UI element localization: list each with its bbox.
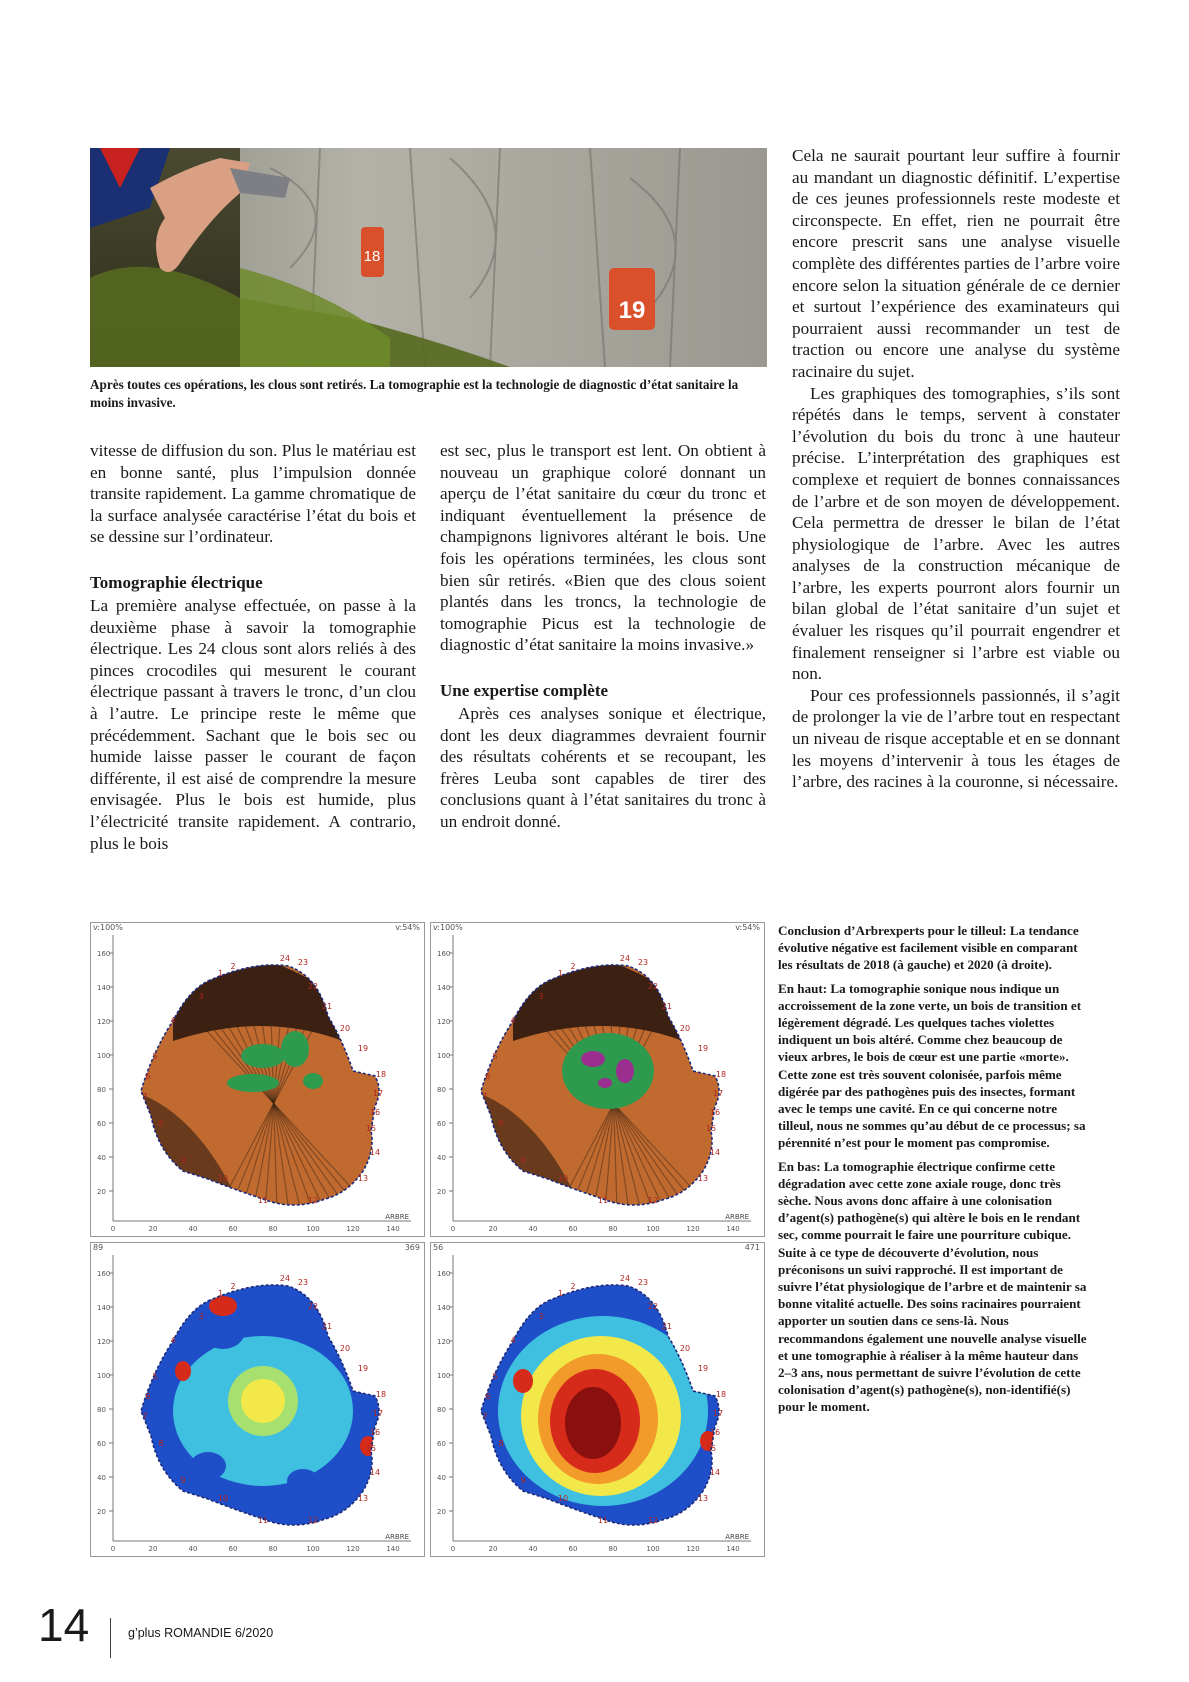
y-tick-label: 100 (97, 1372, 111, 1380)
nail-number-label: 12 (307, 1516, 319, 1525)
nail-number-label: 7 (482, 1412, 488, 1421)
nail-number-label: 13 (357, 1494, 369, 1503)
nail-number-label: 1 (558, 1289, 564, 1298)
nail-number-label: 6 (145, 1072, 151, 1081)
nail-number-label: 19 (357, 1044, 369, 1053)
x-tick-label: 120 (686, 1225, 700, 1233)
nail-number-label: 4 (170, 1336, 176, 1345)
tree-photo (90, 148, 767, 367)
nail-number-label: 1 (218, 969, 224, 978)
nail-number-label: 8 (498, 1439, 504, 1448)
nail-number-label: 9 (180, 1476, 186, 1485)
nail-number-label: 15 (705, 1444, 717, 1453)
nail-number-label: 11 (257, 1516, 269, 1525)
col2-paragraph-1: est sec, plus le transport est lent. On obtient à nouveau un graphique coloré donnant un aperçu de l’état sanitaire du cœur du tronc et indiquant éventuellement la présence de champignons lignivores altérant le bois. Une fois les opérations terminées, les clous sont bien sûr retirés. «Bien que des clous soient plantés dans les troncs, la technologie de tomographie Picus est la technologie de diagnostic d’état sanitaire la moins invasive.» (440, 441, 766, 655)
footer-divider (110, 1618, 111, 1658)
x-tick-label: 140 (386, 1225, 400, 1233)
nail-number-label: 10 (557, 1174, 569, 1183)
x-tick-label: 60 (568, 1545, 578, 1553)
col3-paragraph-3: Pour ces professionnels passionnés, il s’agit de prolonger la vie de l’arbre tout en respectant un niveau de risque acceptable et en se donnant les moyens d’intervenir à tous les étages de l’arbre, des racines à la couronne, si nécessaire. (792, 685, 1120, 792)
nail-number-label: 7 (142, 1092, 148, 1101)
y-tick-label: 80 (97, 1406, 106, 1414)
nail-number-label: 11 (597, 1516, 609, 1525)
x-tick-label: 120 (346, 1225, 360, 1233)
nail-number-label: 5 (492, 1052, 498, 1061)
article-column-3 (792, 145, 1120, 793)
nail-number-label: 9 (180, 1156, 186, 1165)
nail-number-label: 18 (715, 1390, 727, 1399)
arbre-logo: ARBRE (385, 1213, 409, 1221)
nail-number-label: 4 (510, 1336, 516, 1345)
x-tick-label: 0 (450, 1225, 456, 1233)
nail-number-label: 5 (492, 1372, 498, 1381)
nail-number-label: 23 (637, 958, 649, 967)
page-number: 14 (38, 1599, 90, 1651)
nail-number-label: 12 (647, 1516, 659, 1525)
tomo-scale-left: v:100% (93, 923, 123, 932)
x-tick-label: 40 (528, 1225, 538, 1233)
nail-number-label: 12 (307, 1196, 319, 1205)
y-tick-label: 160 (97, 950, 111, 958)
nail-number-label: 22 (307, 982, 319, 991)
tomo-scale-right: v:54% (735, 923, 760, 932)
nail-number-label: 21 (661, 1002, 673, 1011)
y-tick-label: 20 (97, 1188, 106, 1196)
y-tick-label: 120 (97, 1018, 111, 1026)
nail-number-label: 21 (661, 1322, 673, 1331)
sidebar-paragraph-3: En bas: La tomographie électrique confirme cette dégradation avec cette zone axiale rouge, donc très sèche. Nous avons donc affaire à une colonisation d’agent(s) pathogène(s) qui altère le bois en le rendant sec, comme pourrait le faire une pourriture cubique. Suite à ce type de découverte d’évolution, nous préconisons un suivi rapproché. Il est important de suivre l’état physiologique de l’arbre et de maintenir sa bonne vitalité actuelle. Des soins racinaires pourraient apporter un soutien dans ce sens-là. Nous recommandons également une nouvelle analyse visuelle et une tomographie à réaliser à la même hauteur dans 2–3 ans, nous permettant de suivre l’évolution de cette colonisation d’agent(s) pathogène(s), non-identifié(s) pour le moment. (778, 1158, 1087, 1415)
x-tick-label: 120 (686, 1545, 700, 1553)
nail-number-label: 22 (307, 1302, 319, 1311)
nail-number-label: 17 (372, 1409, 384, 1418)
nail-number-label: 19 (697, 1364, 709, 1373)
electric-tomography-2018 (90, 1242, 425, 1557)
nail-number-label: 6 (485, 1072, 491, 1081)
tomo-scale-left: v:100% (433, 923, 463, 932)
x-tick-label: 20 (148, 1225, 158, 1233)
article-column-2 (440, 440, 766, 833)
nail-number-label: 4 (170, 1016, 176, 1025)
x-tick-label: 100 (306, 1225, 320, 1233)
magazine-issue: g’plus ROMANDIE 6/2020 (128, 1626, 274, 1640)
x-tick-label: 100 (646, 1225, 660, 1233)
nail-number-label: 4 (510, 1016, 516, 1025)
arbre-logo: ARBRE (725, 1213, 749, 1221)
nail-number-label: 18 (715, 1070, 727, 1079)
x-tick-label: 60 (228, 1225, 238, 1233)
y-tick-label: 60 (437, 1440, 446, 1448)
nail-number-label: 14 (369, 1148, 381, 1157)
nail-number-label: 16 (369, 1108, 381, 1117)
section-heading-electric: Tomographie électrique (90, 572, 263, 592)
y-tick-label: 120 (437, 1338, 451, 1346)
nail-number-label: 24 (279, 954, 291, 963)
nail-number-label: 9 (520, 1476, 526, 1485)
nail-number-label: 8 (498, 1119, 504, 1128)
x-tick-label: 140 (726, 1545, 740, 1553)
nail-number-label: 11 (597, 1196, 609, 1205)
nail-number-label: 15 (365, 1444, 377, 1453)
col1-paragraph-1: vitesse de diffusion du son. Plus le matériau est en bonne santé, plus l’impulsion donnée transite rapidement. La gamme chromatique de la surface analysée caractérise l’état du bois et se dessine sur l’ordinateur. (90, 441, 416, 547)
x-tick-label: 80 (608, 1225, 618, 1233)
electric-tomography-2020 (430, 1242, 765, 1557)
x-tick-label: 0 (110, 1225, 116, 1233)
nail-number-label: 14 (709, 1468, 721, 1477)
x-tick-label: 40 (188, 1545, 198, 1553)
y-tick-label: 40 (437, 1474, 446, 1482)
nail-number-label: 1 (218, 1289, 224, 1298)
y-tick-label: 120 (97, 1338, 111, 1346)
nail-number-label: 23 (297, 958, 309, 967)
nail-number-label: 13 (357, 1174, 369, 1183)
tomo-scale-right: v:54% (395, 923, 420, 932)
tree-bark-image (90, 148, 767, 367)
nail-number-label: 18 (375, 1070, 387, 1079)
nail-number-label: 11 (257, 1196, 269, 1205)
y-tick-label: 20 (437, 1508, 446, 1516)
nail-number-label: 20 (679, 1024, 691, 1033)
y-tick-label: 60 (97, 1120, 106, 1128)
x-tick-label: 120 (346, 1545, 360, 1553)
nail-number-label: 7 (482, 1092, 488, 1101)
nail-number-label: 16 (709, 1108, 721, 1117)
y-tick-label: 120 (437, 1018, 451, 1026)
tomo-scale-left: 89 (93, 1243, 104, 1252)
nail-number-label: 24 (619, 1274, 631, 1283)
tomo-scale-right: 369 (404, 1243, 420, 1252)
arbre-logo: ARBRE (385, 1533, 409, 1541)
y-tick-label: 100 (437, 1052, 451, 1060)
nail-number-label: 7 (142, 1412, 148, 1421)
y-tick-label: 40 (437, 1154, 446, 1162)
x-tick-label: 20 (148, 1545, 158, 1553)
y-tick-label: 140 (97, 1304, 111, 1312)
x-tick-label: 80 (268, 1545, 278, 1553)
nail-number-label: 12 (647, 1196, 659, 1205)
y-tick-label: 40 (97, 1154, 106, 1162)
x-tick-label: 40 (528, 1545, 538, 1553)
col3-paragraph-1: Cela ne saurait pourtant leur suffire à fournir au mandant un diagnostic définitif. L’expertise de ces jeunes professionnels reste modeste et circonspecte. En effet, rien ne pourrait être encore prescrit sans une analyse visuelle complète des différentes parties de l’arbre voire encore selon la situation générale de ce dernier et surtout l’expérience des examinateurs qui pourraient aussi recommander un test de traction ou encore une analyse du système racinaire du sujet. (792, 146, 1121, 381)
nail-number-label: 15 (705, 1124, 717, 1133)
y-tick-label: 60 (97, 1440, 106, 1448)
y-tick-label: 160 (97, 1270, 111, 1278)
nail-number-label: 17 (712, 1089, 724, 1098)
y-tick-label: 80 (437, 1406, 446, 1414)
nail-number-label: 14 (709, 1148, 721, 1157)
x-tick-label: 20 (488, 1225, 498, 1233)
y-tick-label: 160 (437, 1270, 451, 1278)
x-tick-label: 140 (386, 1545, 400, 1553)
nail-number-label: 6 (485, 1392, 491, 1401)
nail-number-label: 2 (570, 962, 576, 971)
nail-number-label: 3 (198, 992, 204, 1001)
nail-number-label: 20 (679, 1344, 691, 1353)
nail-number-label: 3 (538, 992, 544, 1001)
nail-number-label: 13 (697, 1494, 709, 1503)
arbre-logo: ARBRE (725, 1533, 749, 1541)
svg-text:19: 19 (618, 297, 646, 324)
x-tick-label: 60 (228, 1545, 238, 1553)
col1-paragraph-2: La première analyse effectuée, on passe à la deuxième phase à savoir la tomographie électrique. Les 24 clous sont alors reliés à des pinces crocodiles qui mesurent le courant électrique passant à travers le tronc, d’un clou à l’autre. Le principe reste le même que précédemment. Sachant que le bois sec ou humide laisse passer le courant de façon différente, il est aisé de comprendre la mesure envisagée. Plus le bois est humide, plus l’électricité transite rapidement. A contrario, plus le bois (90, 595, 416, 853)
nail-number-label: 10 (217, 1174, 229, 1183)
nail-number-label: 10 (217, 1494, 229, 1503)
section-heading-expertise: Une expertise complète (440, 680, 609, 700)
y-tick-label: 140 (437, 984, 451, 992)
x-tick-label: 80 (608, 1545, 618, 1553)
nail-number-label: 24 (279, 1274, 291, 1283)
x-tick-label: 20 (488, 1545, 498, 1553)
x-tick-label: 0 (450, 1545, 456, 1553)
nail-number-label: 2 (230, 962, 236, 971)
nail-number-label: 24 (619, 954, 631, 963)
nail-number-label: 3 (198, 1312, 204, 1321)
tomo-scale-left: 56 (433, 1243, 444, 1252)
sidebar-paragraph-1: Conclusion d’Arbrexperts pour le tilleul: La tendance évolutive négative est facilement visible en comparant les résultats de 2018 (à gauche) et 2020 (à droite). (778, 923, 1079, 973)
nail-number-label: 9 (520, 1156, 526, 1165)
x-tick-label: 140 (726, 1225, 740, 1233)
y-tick-label: 140 (437, 1304, 451, 1312)
x-tick-label: 40 (188, 1225, 198, 1233)
nail-number-label: 5 (152, 1372, 158, 1381)
nail-number-label: 22 (647, 982, 659, 991)
nail-number-label: 8 (158, 1119, 164, 1128)
nail-number-label: 14 (369, 1468, 381, 1477)
y-tick-label: 80 (97, 1086, 106, 1094)
tomo-scale-right: 471 (744, 1243, 760, 1252)
nail-number-label: 3 (538, 1312, 544, 1321)
x-tick-label: 60 (568, 1225, 578, 1233)
y-tick-label: 60 (437, 1120, 446, 1128)
nail-number-label: 5 (152, 1052, 158, 1061)
article-column-1 (90, 440, 416, 854)
nail-number-label: 16 (709, 1428, 721, 1437)
nail-number-label: 18 (375, 1390, 387, 1399)
nail-number-label: 13 (697, 1174, 709, 1183)
y-tick-label: 20 (97, 1508, 106, 1516)
x-tick-label: 100 (306, 1545, 320, 1553)
y-tick-label: 40 (97, 1474, 106, 1482)
photo-caption: Après toutes ces opérations, les clous sont retirés. La tomographie est la technologie de diagnostic d’état sanitaire la moins invasive. (90, 377, 739, 410)
nail-number-label: 8 (158, 1439, 164, 1448)
nail-number-label: 2 (230, 1282, 236, 1291)
nail-number-label: 23 (297, 1278, 309, 1287)
sonic-tomography-2018 (90, 922, 425, 1237)
col2-paragraph-2: Après ces analyses sonique et électrique, dont les deux diagrammes devraient fournir des résultats cohérents et se recoupant, les frères Leuba sont capables de tirer des conclusions quant à l’état sanitaires du tronc à un endroit donné. (440, 703, 766, 831)
nail-number-label: 6 (145, 1392, 151, 1401)
sonic-tomography-2020 (430, 922, 765, 1237)
nail-number-label: 21 (321, 1002, 333, 1011)
y-tick-label: 100 (437, 1372, 451, 1380)
nail-number-label: 19 (357, 1364, 369, 1373)
nail-number-label: 15 (365, 1124, 377, 1133)
nail-number-label: 20 (339, 1344, 351, 1353)
nail-number-label: 10 (557, 1494, 569, 1503)
nail-number-label: 22 (647, 1302, 659, 1311)
x-tick-label: 80 (268, 1225, 278, 1233)
nail-number-label: 1 (558, 969, 564, 978)
y-tick-label: 80 (437, 1086, 446, 1094)
col3-paragraph-2: Les graphiques des tomographies, s’ils sont répétés dans le temps, servent à constater l’évolution du bois du tronc à une hauteur précise. L’interprétation des graphiques est complexe et requiert de bonnes connaissances de l’arbre et de son moyen de développement. Cela permettra de dresser le bilan de l’état physiologique de l’arbre. Avec les autres analyses de la construction mécanique de l’arbre, les experts pourront alors fournir un bilan global de l’état sanitaire d’un sujet et évaluer les risques qu’il pourrait engendrer et finalement renseigner si l’arbre est viable ou non. (792, 383, 1120, 684)
nail-number-label: 17 (712, 1409, 724, 1418)
nail-number-label: 2 (570, 1282, 576, 1291)
y-tick-label: 100 (97, 1052, 111, 1060)
nail-number-label: 19 (697, 1044, 709, 1053)
nail-number-label: 17 (372, 1089, 384, 1098)
sidebar-paragraph-2: En haut: La tomographie sonique nous indique un accroissement de la zone verte, un bois de transition et légèrement dégradé. Les quelques taches violettes indiquent un bois altéré. Comme chez beaucoup de vieux arbres, le bois de cœur est une partie «morte». Cette zone est très souvent colonisée, parfois même digérée par des pathogènes puis des insectes, formant avec le temps une cavité. En ce qui concerne notre tilleul, nous ne sommes qu’au début de ce processus; sa pérennité n’est pour le moment pas compromise. (778, 980, 1086, 1151)
svg-text:18: 18 (363, 248, 381, 265)
arbrexperts-conclusion (778, 922, 1092, 1422)
nail-number-label: 23 (637, 1278, 649, 1287)
nail-number-label: 21 (321, 1322, 333, 1331)
x-tick-label: 100 (646, 1545, 660, 1553)
y-tick-label: 140 (97, 984, 111, 992)
nail-number-label: 20 (339, 1024, 351, 1033)
y-tick-label: 160 (437, 950, 451, 958)
y-tick-label: 20 (437, 1188, 446, 1196)
x-tick-label: 0 (110, 1545, 116, 1553)
nail-number-label: 16 (369, 1428, 381, 1437)
